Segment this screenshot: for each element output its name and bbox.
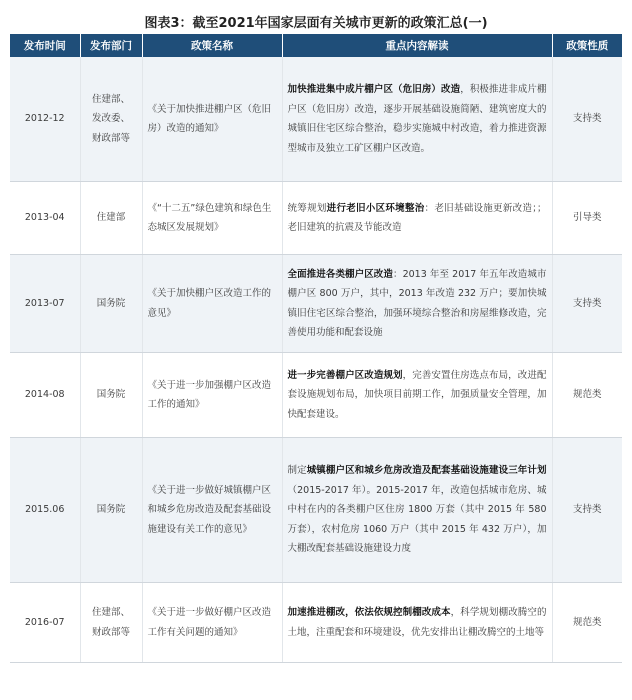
key-text: （2015-2017 年）。2015-2017 年，改造包括城市危房、城中村在内的各类棚户区住房 1800 万套（其中 2015 年 580 万套），农村危房 1060 万户（其中 2015 年 432 万户），加大棚改配套基础设施建设力度 xyxy=(287,484,547,555)
header-key-content: 重点内容解读 xyxy=(282,34,552,57)
table-row xyxy=(10,353,622,438)
key-highlight: 全面推进各类棚户区改造 xyxy=(287,268,393,280)
cell-policy-name: 《“十二五”绿色建筑和绿色生态城区发展规划》 xyxy=(142,182,282,255)
table-title: 图表3：截至2021年国家层面有关城市更新的政策汇总(一) xyxy=(144,16,488,31)
key-highlight: 加快推进集中成片棚户区（危旧房）改造 xyxy=(287,84,461,95)
header-nature: 政策性质 xyxy=(552,34,622,57)
key-text: ，积极推进非成片棚户区（危旧房）改造，逐步开展基础设施简陋、建筑密度大的城镇旧住宅区综合整治，稳步实施城中村改造，着力推进资源型城市及独立工矿区棚户区改造。 xyxy=(287,84,547,154)
cell-policy-name: 《关于进一步做好城镇棚户区和城乡危房改造及配套基础设施建设有关工作的意见》 xyxy=(142,438,282,583)
cell-key-content xyxy=(282,353,552,438)
cell-nature: 引导类 xyxy=(552,182,622,255)
key-highlight: 进一步完善棚户区改造规划 xyxy=(287,369,403,381)
cell-policy-name: 《关于加快推进棚户区（危旧房）改造的通知》 xyxy=(142,57,282,182)
cell-dept xyxy=(80,57,142,182)
cell-dept: 国务院 xyxy=(80,438,142,583)
cell-key-content xyxy=(282,583,552,663)
cell-key-content xyxy=(282,438,552,583)
cell-date: 2013-07 xyxy=(10,255,80,353)
cell-nature: 规范类 xyxy=(552,583,622,663)
key-prefix: 制定 xyxy=(287,465,307,477)
cell-policy-name: 《关于加快棚户区改造工作的意见》 xyxy=(142,255,282,353)
header-dept: 发布部门 xyxy=(80,34,142,57)
cell-dept: 国务院 xyxy=(80,255,142,353)
table-header-row xyxy=(10,34,622,57)
cell-policy-name: 《关于进一步做好棚户区改造工作有关问题的通知》 xyxy=(142,583,282,663)
cell-nature: 规范类 xyxy=(552,353,622,438)
key-text: ，科学规划棚改腾空的土地，注重配套和环境建设，优先安排出让棚改腾空的土地等 xyxy=(287,607,547,638)
table-row xyxy=(10,255,622,353)
table-row xyxy=(10,583,622,663)
cell-date: 2013-04 xyxy=(10,182,80,255)
cell-date: 2015.06 xyxy=(10,438,80,583)
key-text-b: ：老旧基础设施更新改造； xyxy=(424,202,537,214)
cell-dept: 住建部 xyxy=(80,182,142,255)
key-highlight: 城镇棚户区和城乡危房改造及配套基础设施建设三年计划 xyxy=(306,465,547,477)
cell-nature: 支持类 xyxy=(552,255,622,353)
cell-key-content xyxy=(282,57,552,182)
table-row xyxy=(10,438,622,583)
key-prefix: 统筹规划 xyxy=(287,202,327,214)
header-date: 发布时间 xyxy=(10,34,80,57)
key-text: ；老旧建筑的抗震及节能改造 xyxy=(287,202,547,233)
cell-key-content xyxy=(282,255,552,353)
key-text: ：2013 年至 2017 年五年改造城市棚户区 800 万户，其中，2013 年改造 232 万户；要加快城镇旧住宅区综合整治，加强环境综合整治和房屋维修改造，完善使用功能和配套设施 xyxy=(287,268,547,338)
key-highlight: 加速推进棚改，依法依规控制棚改成本 xyxy=(287,607,451,618)
cell-date: 2012-12 xyxy=(10,57,80,182)
cell-dept xyxy=(80,583,142,663)
cell-date: 2014-08 xyxy=(10,353,80,438)
cell-nature: 支持类 xyxy=(552,57,622,182)
header-name: 政策名称 xyxy=(142,34,282,57)
policy-table xyxy=(10,34,622,663)
key-highlight: 进行老旧小区环境整治 xyxy=(326,202,425,214)
cell-date: 2016-07 xyxy=(10,583,80,663)
dept-text: 住建部、 发改委、 财政部等 xyxy=(91,93,130,144)
cell-nature: 支持类 xyxy=(552,438,622,583)
table-row xyxy=(10,182,622,255)
cell-key-content xyxy=(282,182,552,255)
cell-policy-name: 《关于进一步加强棚户区改造工作的通知》 xyxy=(142,353,282,438)
dept-text: 住建部、 财政部等 xyxy=(91,607,130,638)
key-text: ，完善安置住房选点布局，改进配套设施规划布局，加快项目前期工作，加强质量安全管理，加快配套建设。 xyxy=(287,369,547,420)
table-row xyxy=(10,57,622,182)
cell-dept: 国务院 xyxy=(80,353,142,438)
